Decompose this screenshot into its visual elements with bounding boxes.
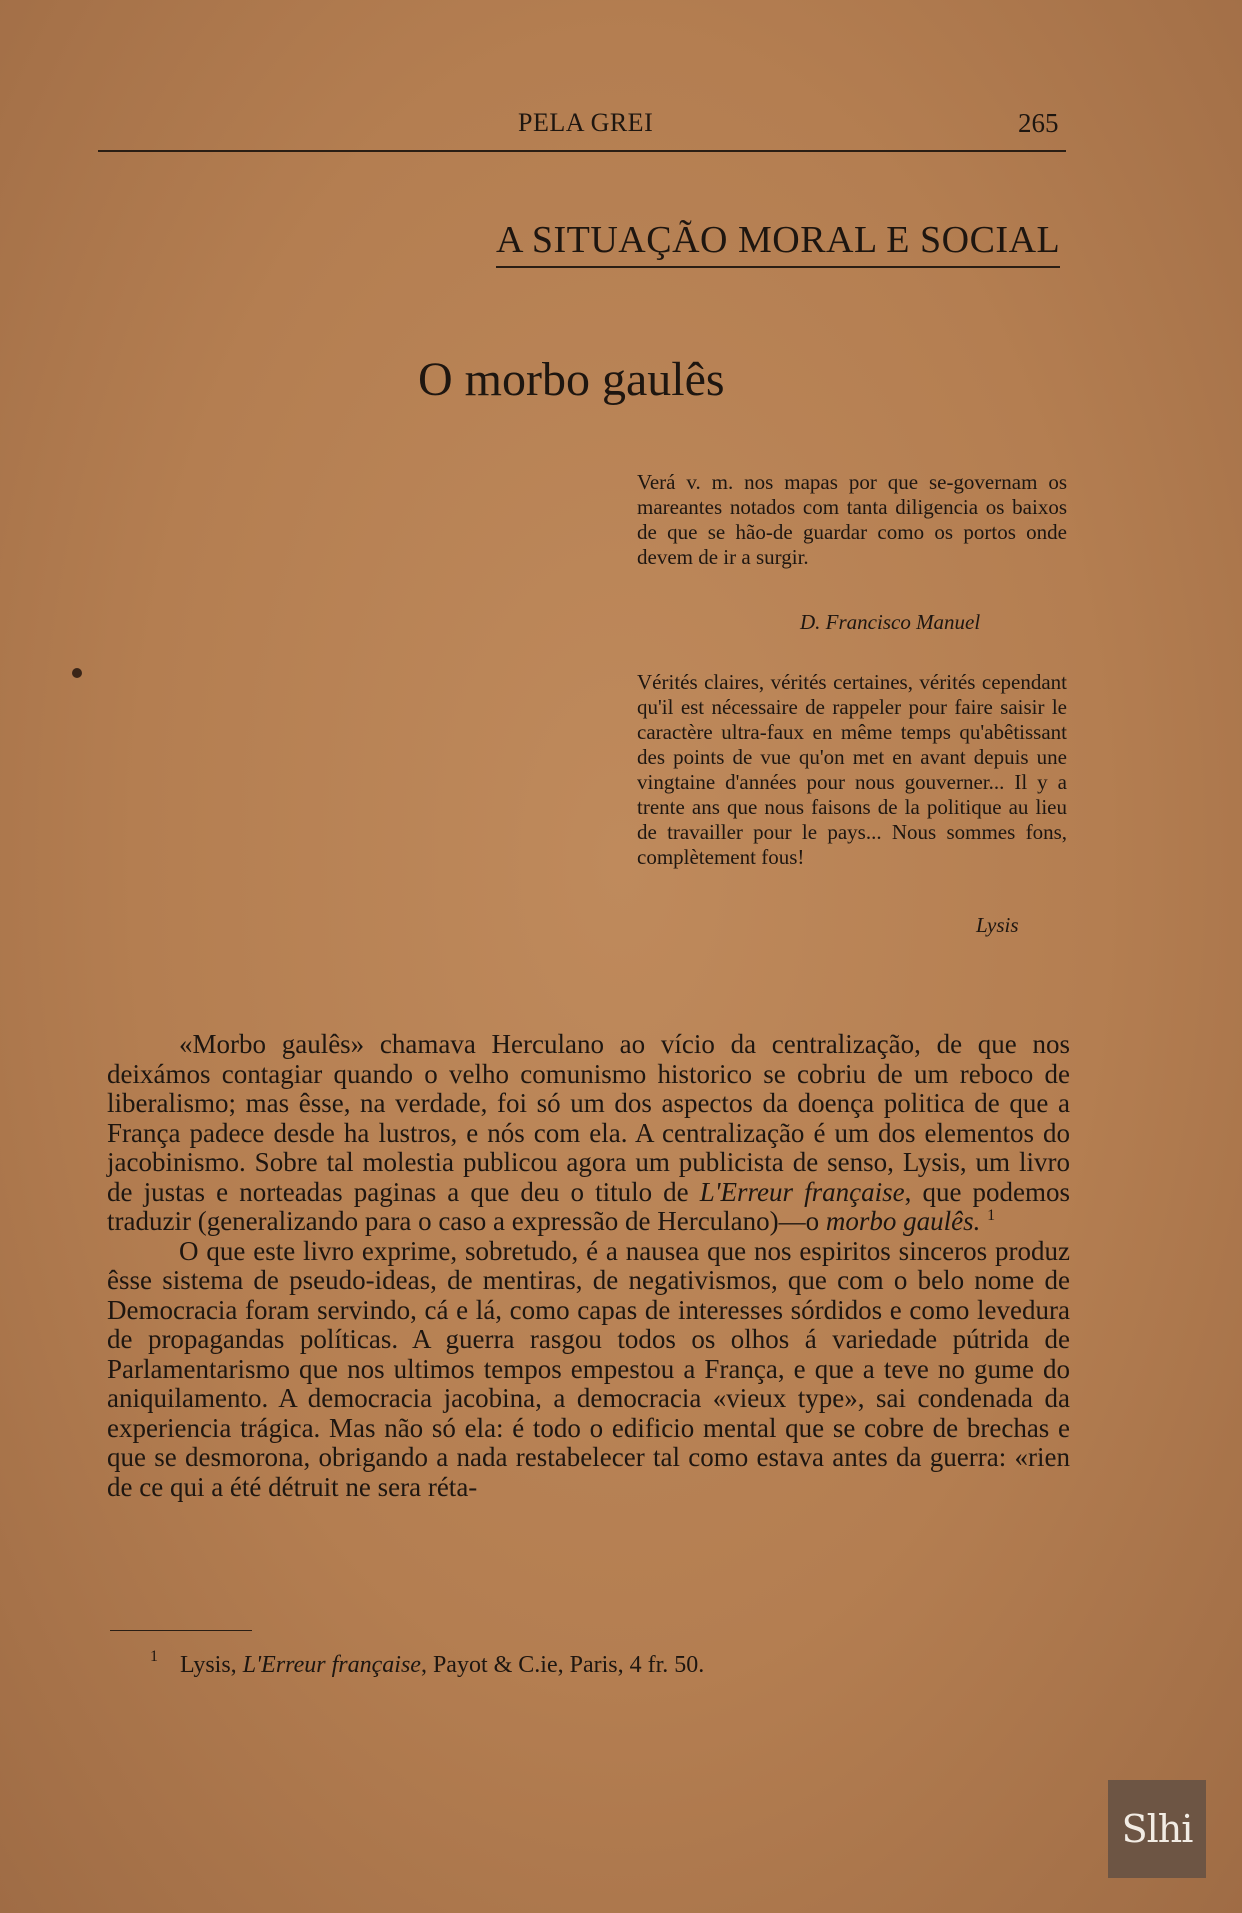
footnote-author: Lysis, [180,1652,243,1678]
article-title: O morbo gaulês [418,353,725,406]
paragraph-1-text-b: , que podemos traduzir (generalizando para o caso a expressão de Herculano)—o [107,1176,1070,1236]
ink-spot [72,668,82,678]
footnote [150,1648,705,1679]
footnote-publisher: , Payot & C.ie, Paris, 4 fr. 50. [420,1652,705,1678]
library-logo: Slhi [1108,1780,1206,1878]
header-rule [98,150,1066,152]
paragraph-1 [107,1030,1070,1237]
paragraph-1-text-a: «Morbo gaulês» chamava Herculano ao vício da centralização, de que nos deixámos contagiar quando o velho comunismo historico se cobriu de um reboco de liberalismo; mas êsse, na verdade, foi só um dos aspectos da doença politica de que a França padece desde ha lustros, e nós com ela. A centralização é um dos elementos do jacobinismo. Sobre tal molestia publicou agora um publicista de senso, Lysis, um livro de justas e norteadas paginas a que deu o titulo de [107,1029,1070,1207]
section-title: A SITUAÇÃO MORAL E SOCIAL [496,218,1060,268]
footnote-book: L'Erreur française [242,1652,421,1678]
epigraph-french: Vérités claires, vérités certaines, vérités cependant qu'il est nécessaire de rappeler pour faire saisir le caractère ultra-faux en même temps qu'abêtissant des points de vue qu'on met en avant depuis une vingtaine d'années pour nous gouverner... Il y a trente ans que nous faisons de la politique au lieu de travailler pour le pays... Nous sommes fons, complètement fous! [637,670,1067,869]
epigraph-portuguese: Verá v. m. nos mapas por que se-governam os mareantes notados com tanta diligencia os baixos de que se hão-de guardar como os portos onde devem de ir a surgir. [637,470,1067,569]
running-title: PELA GREI [518,108,654,137]
paragraph-2: O que este livro exprime, sobretudo, é a nausea que nos espiritos sinceros produz êsse sistema de pseudo-ideas, de mentiras, de negativismos, que com o belo nome de Democracia foram servindo, cá e lá, como capas de interesses sórdidos e como levedura de propagandas políticas. A guerra rasgou todos os olhos á variedade pútrida de Parlamentarismo que nos ultimos tempos empestou a França, e que a teve no gume do aniquilamento. A democracia jacobina, a democracia «vieux type», sai condenada da experiencia trágica. Mas não só ela: é todo o edificio mental que se cobre de brechas e que se desmorona, obrigando a nada restabelecer tal como estava antes da guerra: «rien de ce qui a été détruit ne sera réta- [107,1235,1070,1502]
footnote-rule [110,1630,252,1631]
book-title: L'Erreur française [699,1176,905,1207]
article-body [107,1030,1070,1502]
epigraph-author-2: Lysis [976,913,1019,937]
morbo-phrase: morbo gaulês. [825,1206,981,1236]
epigraph-author-1: D. Francisco Manuel [800,610,981,634]
page-number: 265 [1018,108,1059,138]
footnote-marker: 1 [150,1648,158,1665]
footnote-reference: 1 [987,1207,996,1224]
